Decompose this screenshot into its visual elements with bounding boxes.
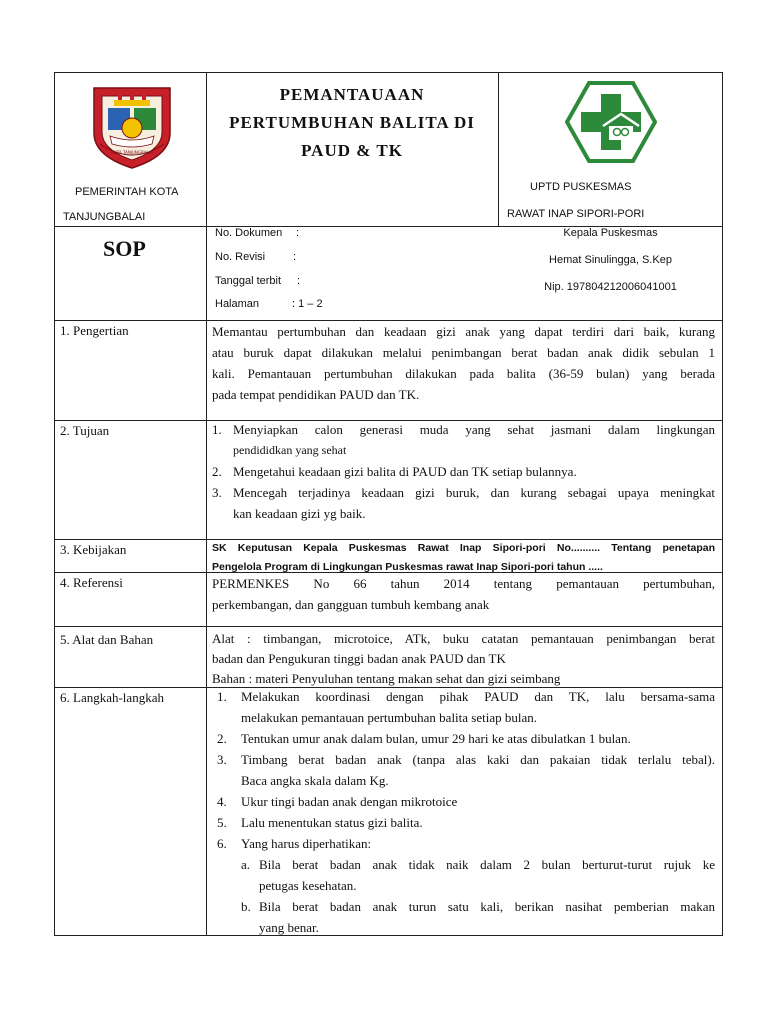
government-label: PEMERINTAH KOTA <box>75 186 179 198</box>
list-item <box>217 728 715 749</box>
list-number: 1. <box>212 422 222 437</box>
puskesmas-logo <box>565 80 657 164</box>
list-item <box>217 833 715 854</box>
doc-field-value: : <box>296 227 300 239</box>
text-line: Ukur tingi badan anak dengan mikrotoice <box>241 794 458 809</box>
list-number: 3. <box>217 752 227 767</box>
doc-field-value: : <box>297 275 301 287</box>
text-line: petugas kesehatan. <box>259 878 357 893</box>
list-number: 4. <box>217 794 227 809</box>
doc-field-label: No. Dokumen <box>215 227 283 239</box>
list-item <box>212 419 715 461</box>
section-label-alat: 5. Alat dan Bahan <box>60 632 154 647</box>
title-line: PERTUMBUHAN BALITA DI <box>229 113 475 132</box>
tujuan-list <box>212 419 715 524</box>
text-line: Menyiapkan calon generasi muda yang sehat jasmani dalam lingkungan <box>233 422 715 437</box>
section-label-tujuan: 2. Tujuan <box>60 423 110 438</box>
text-line: yang benar. <box>259 920 319 935</box>
text-line: Tentukan umur anak dalam bulan, umur 29 hari ke atas dibulatkan 1 bulan. <box>241 731 631 746</box>
title-line: PEMANTAUAAN <box>279 85 425 104</box>
text-line: Baca angka skala dalam Kg. <box>241 773 389 788</box>
list-item <box>217 812 715 833</box>
referensi-text <box>212 573 715 615</box>
title-line: PAUD & TK <box>301 141 403 160</box>
list-number: 5. <box>217 815 227 830</box>
text-line: Alat : timbangan, microtoice, ATk, buku catatan pemantauan penimbangan berat <box>212 631 715 646</box>
text-line: Timbang berat badan anak (tanpa alas kaki dan pakaian tidak terlalu tebal). <box>241 752 715 767</box>
doc-field-label: Tanggal terbit <box>215 275 282 287</box>
section-label-kebijakan: 3. Kebijakan <box>60 542 127 557</box>
text-line: SK Keputusan Kepala Puskesmas Rawat Inap Sipori-pori No.......... Tentang penetapan <box>212 542 715 554</box>
row-divider <box>54 626 723 627</box>
list-item <box>217 686 715 728</box>
list-number: 1. <box>217 689 227 704</box>
header-divider <box>498 72 499 226</box>
sub-list-item <box>241 896 715 938</box>
text-line: Bila berat badan anak tidak naik dalam 2 bulan berturut-turut rujuk ke <box>259 857 715 872</box>
list-number: 2. <box>217 731 227 746</box>
doc-field-value: : 1 – 2 <box>292 298 323 310</box>
text-line: kali. Pemantauan pertumbuhan dilakukan pada balita (36-59 bulan) yang berada <box>212 366 715 381</box>
section-label-referensi: 4. Referensi <box>60 575 123 590</box>
document-title <box>207 82 497 164</box>
text-line: kan keadaan gizi yg baik. <box>233 506 366 521</box>
signatory-name: Hemat Sinulingga, S.Kep <box>549 254 672 266</box>
text-line: Bila berat badan anak turun satu kali, berikan nasihat pemberian makan <box>259 899 715 914</box>
text-line: Mengetahui keadaan gizi balita di PAUD dan TK setiap bulannya. <box>233 464 577 479</box>
list-item <box>217 791 715 812</box>
text-line: atau buruk dapat dilakukan melalui penimbangan berat badan anak didik sebulan 1 <box>212 345 715 360</box>
list-number: 3. <box>212 485 222 500</box>
pengertian-text <box>212 321 715 405</box>
langkah-list <box>217 686 715 938</box>
sop-label: SOP <box>103 236 146 261</box>
text-line: badan dan Pengukuran tinggi badan anak PAUD dan TK <box>212 651 506 666</box>
doc-field-value: : <box>293 251 297 263</box>
doc-field-label: No. Revisi <box>215 251 266 263</box>
alat-text <box>212 629 715 688</box>
list-item <box>217 749 715 791</box>
text-line: melakukan pemantauan pertumbuhan balita setiap bulan. <box>241 710 538 725</box>
text-line: Memantau pertumbuhan dan keadaan gizi anak yang dapat terdiri dari baik, kurang <box>212 324 715 339</box>
text-line: Yang harus diperhatikan: <box>241 836 372 851</box>
text-line: pada tempat pendidikan PAUD dan TK. <box>212 387 420 402</box>
signatory-title: Kepala Puskesmas <box>563 227 658 239</box>
list-item <box>212 482 715 524</box>
list-item <box>212 461 715 482</box>
city-label: TANJUNGBALAI <box>63 211 146 223</box>
logo-ribbon-text: KOTA TANJUNGBALAI <box>111 150 153 155</box>
section-label-pengertian: 1. Pengertian <box>60 323 129 338</box>
text-line: Melakukan koordinasi dengan pihak PAUD dan TK, lalu bersama-sama <box>241 689 715 704</box>
text-line: Mencegah terjadinya keadaan gizi buruk, dan kurang sebagai upaya meningkat <box>233 485 715 500</box>
list-letter: a. <box>241 857 251 872</box>
text-line: Lalu menentukan status gizi balita. <box>241 815 423 830</box>
content-divider <box>206 320 207 936</box>
city-logo <box>86 78 178 170</box>
puskesmas-name-line1: UPTD PUSKESMAS <box>530 181 632 193</box>
text-line: Pengelola Program di Lingkungan Puskesmas rawat Inap Sipori-pori tahun ..... <box>212 561 603 573</box>
list-letter: b. <box>241 899 251 914</box>
puskesmas-name-line2: RAWAT INAP SIPORI-PORI <box>507 208 645 220</box>
section-label-langkah: 6. Langkah-langkah <box>60 690 164 705</box>
text-line: PERMENKES No 66 tahun 2014 tentang pemantauan pertumbuhan, <box>212 576 715 591</box>
text-line: perkembangan, dan gangguan tumbuh kembang anak <box>212 597 490 612</box>
kebijakan-text <box>212 539 715 577</box>
doc-field-label: Halaman <box>215 298 260 310</box>
sub-list-item <box>241 854 715 896</box>
list-number: 6. <box>217 836 227 851</box>
signatory-nip: Nip. 197804212006041001 <box>544 281 677 293</box>
text-line: Bahan : materi Penyuluhan tentang makan sehat dan gizi seimbang <box>212 671 561 686</box>
text-line: pendididkan yang sehat <box>233 443 347 457</box>
list-number: 2. <box>212 464 222 479</box>
